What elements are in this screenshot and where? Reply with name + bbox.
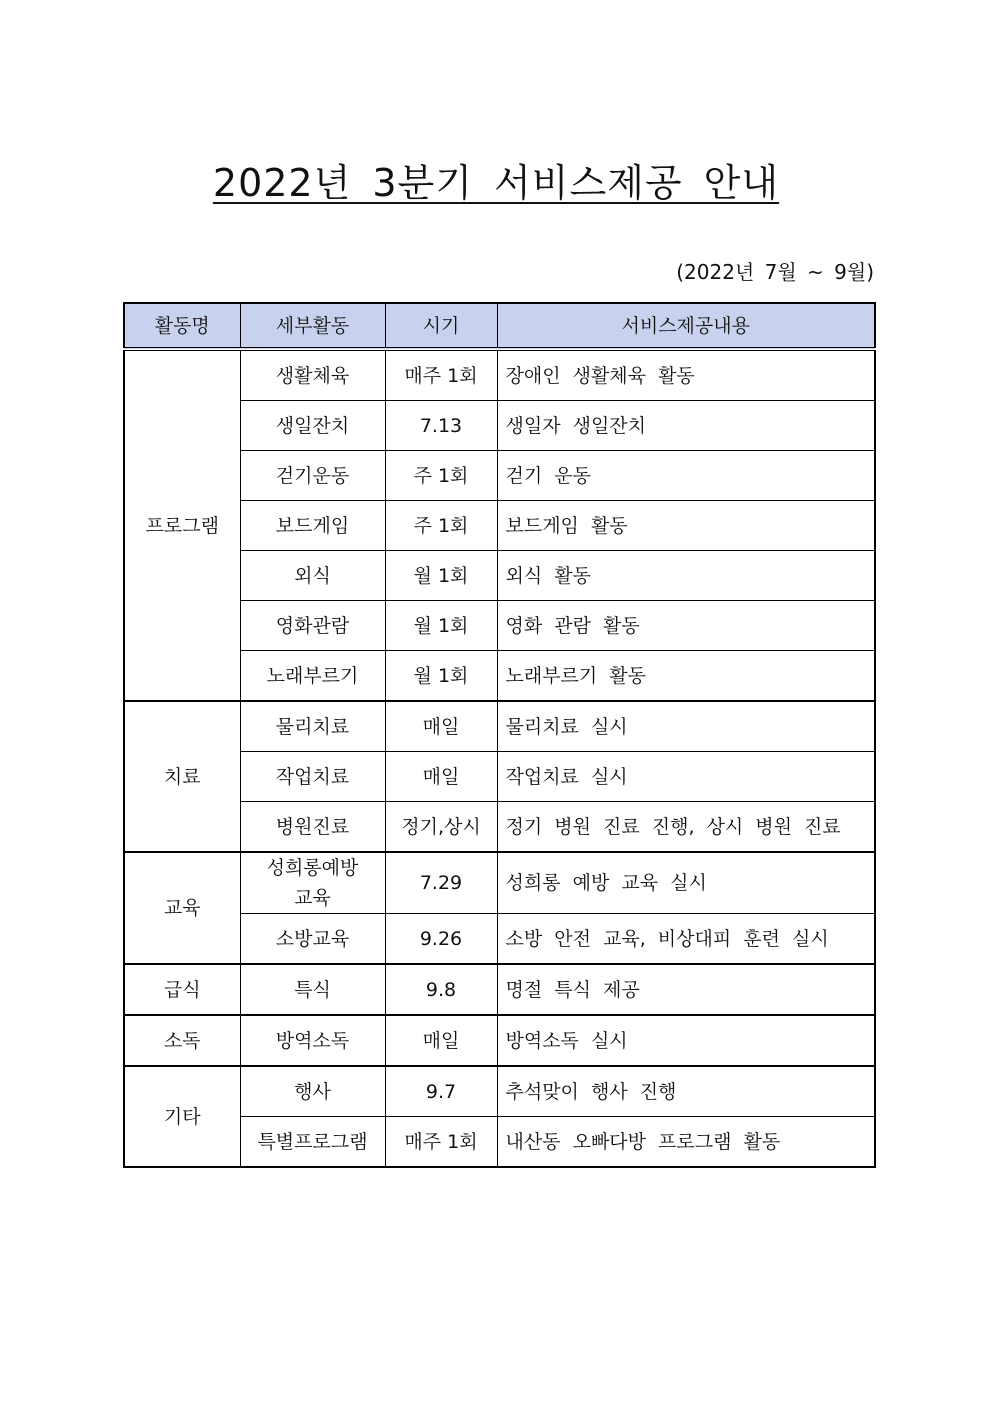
category-cell: 프로그램 bbox=[124, 349, 240, 701]
activity-cell: 특식 bbox=[240, 964, 385, 1015]
content-cell: 추석맞이 행사 진행 bbox=[497, 1066, 875, 1117]
content-cell: 영화 관람 활동 bbox=[497, 601, 875, 651]
timing-cell: 주 1회 bbox=[385, 501, 497, 551]
timing-cell: 월 1회 bbox=[385, 651, 497, 702]
activity-cell: 행사 bbox=[240, 1066, 385, 1117]
timing-cell: 매일 bbox=[385, 701, 497, 752]
timing-cell: 매일 bbox=[385, 752, 497, 802]
activity-cell: 생일잔치 bbox=[240, 401, 385, 451]
timing-cell: 매주 1회 bbox=[385, 1117, 497, 1168]
activity-cell: 외식 bbox=[240, 551, 385, 601]
table-row bbox=[124, 349, 875, 401]
category-cell: 치료 bbox=[124, 701, 240, 852]
category-cell: 교육 bbox=[124, 852, 240, 964]
period-label: (2022년 7월 ~ 9월) bbox=[676, 260, 874, 284]
content-cell: 소방 안전 교육, 비상대피 훈련 실시 bbox=[497, 914, 875, 965]
page-title-text: 2022년 3분기 서비스제공 안내 bbox=[212, 161, 780, 205]
activity-cell: 작업치료 bbox=[240, 752, 385, 802]
header-content: 서비스제공내용 bbox=[497, 303, 875, 349]
activity-cell: 영화관람 bbox=[240, 601, 385, 651]
content-cell: 외식 활동 bbox=[497, 551, 875, 601]
header-activity: 세부활동 bbox=[240, 303, 385, 349]
content-cell: 내산동 오빠다방 프로그램 활동 bbox=[497, 1117, 875, 1168]
timing-cell: 7.13 bbox=[385, 401, 497, 451]
timing-cell: 9.26 bbox=[385, 914, 497, 965]
content-cell: 걷기 운동 bbox=[497, 451, 875, 501]
content-cell: 장애인 생활체육 활동 bbox=[497, 349, 875, 401]
table-row bbox=[124, 1066, 875, 1117]
timing-cell: 매주 1회 bbox=[385, 349, 497, 401]
category-cell: 기타 bbox=[124, 1066, 240, 1167]
category-cell: 소독 bbox=[124, 1015, 240, 1066]
table-row bbox=[124, 1015, 875, 1066]
category-cell: 급식 bbox=[124, 964, 240, 1015]
timing-cell: 정기,상시 bbox=[385, 802, 497, 853]
activity-cell: 물리치료 bbox=[240, 701, 385, 752]
activity-cell: 방역소독 bbox=[240, 1015, 385, 1066]
content-cell: 성희롱 예방 교육 실시 bbox=[497, 852, 875, 914]
service-schedule-table bbox=[123, 302, 876, 1168]
page-title bbox=[0, 158, 992, 208]
timing-cell: 월 1회 bbox=[385, 601, 497, 651]
content-cell: 생일자 생일잔치 bbox=[497, 401, 875, 451]
content-cell: 작업치료 실시 bbox=[497, 752, 875, 802]
timing-cell: 9.7 bbox=[385, 1066, 497, 1117]
content-cell: 노래부르기 활동 bbox=[497, 651, 875, 702]
timing-cell: 매일 bbox=[385, 1015, 497, 1066]
table-row bbox=[124, 964, 875, 1015]
activity-cell-text: 성희롱예방 교육 bbox=[266, 857, 359, 909]
activity-cell: 걷기운동 bbox=[240, 451, 385, 501]
content-cell: 보드게임 활동 bbox=[497, 501, 875, 551]
activity-cell bbox=[240, 852, 385, 914]
activity-cell: 특별프로그램 bbox=[240, 1117, 385, 1168]
header-category: 활동명 bbox=[124, 303, 240, 349]
timing-cell: 7.29 bbox=[385, 852, 497, 914]
header-timing: 시기 bbox=[385, 303, 497, 349]
activity-cell: 보드게임 bbox=[240, 501, 385, 551]
table-row bbox=[124, 701, 875, 752]
timing-cell: 주 1회 bbox=[385, 451, 497, 501]
content-cell: 명절 특식 제공 bbox=[497, 964, 875, 1015]
timing-cell: 9.8 bbox=[385, 964, 497, 1015]
table-header-row bbox=[124, 303, 875, 349]
table-row bbox=[124, 852, 875, 914]
activity-cell: 노래부르기 bbox=[240, 651, 385, 702]
activity-cell: 생활체육 bbox=[240, 349, 385, 401]
content-cell: 물리치료 실시 bbox=[497, 701, 875, 752]
content-cell: 정기 병원 진료 진행, 상시 병원 진료 bbox=[497, 802, 875, 853]
activity-cell: 병원진료 bbox=[240, 802, 385, 853]
timing-cell: 월 1회 bbox=[385, 551, 497, 601]
content-cell: 방역소독 실시 bbox=[497, 1015, 875, 1066]
activity-cell: 소방교육 bbox=[240, 914, 385, 965]
